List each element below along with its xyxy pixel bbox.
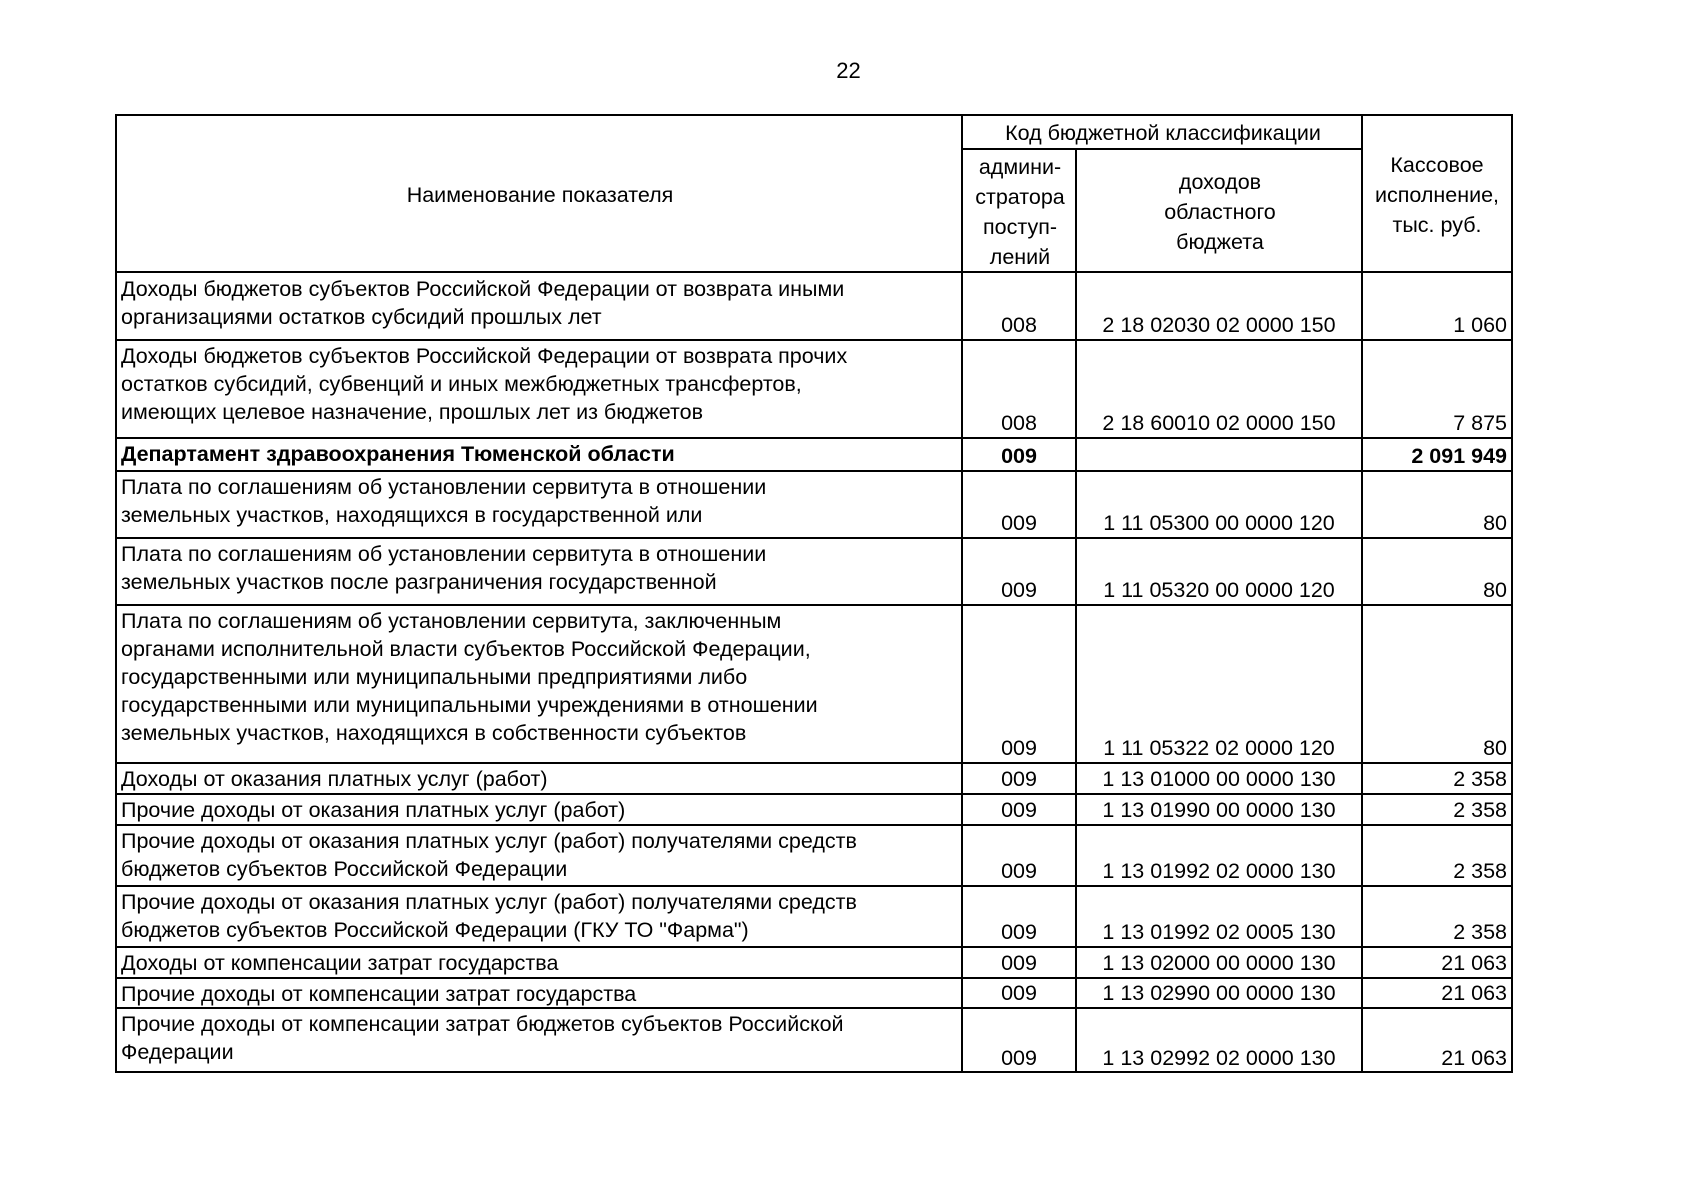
row-revenue-code: 2 18 60010 02 0000 150 — [1102, 411, 1336, 435]
row-name-line: государственными или муниципальными учреждениями в отношении — [121, 693, 818, 717]
header-execution — [1363, 116, 1511, 273]
page-number: 22 — [836, 58, 861, 83]
row-name — [117, 794, 961, 825]
row-execution-value: 21 063 — [1441, 981, 1507, 1005]
row-execution-value: 2 358 — [1453, 920, 1507, 944]
row-revenue-code: 1 13 01000 00 0000 130 — [1102, 767, 1336, 791]
header-revenue-line: областного — [1164, 199, 1276, 224]
row-name-line: Доходы бюджетов субъектов Российской Федерации от возврата прочих — [121, 344, 848, 368]
row-name-line: государственными или муниципальными предприятиями либо — [121, 665, 748, 689]
header-revenue-line: доходов — [1178, 169, 1262, 194]
budget-revenue-table — [115, 114, 1513, 1073]
header-name: Наименование показателя — [406, 182, 674, 207]
row-name-line: Прочие доходы от оказания платных услуг (работ) получателями средств — [121, 890, 857, 914]
row-name — [117, 1008, 961, 1073]
header-code-group: Код бюджетной классификации — [1005, 121, 1321, 145]
row-admin-code: 009 — [1001, 859, 1037, 883]
row-revenue-code: 2 18 02030 02 0000 150 — [1102, 313, 1336, 337]
row-name-line: Прочие доходы от компенсации затрат бюджетов субъектов Российской — [121, 1012, 844, 1036]
row-revenue-code: 1 13 01992 02 0005 130 — [1102, 920, 1336, 944]
row-name — [117, 886, 961, 947]
row-name-line: Плата по соглашениям об установлении сервитута в отношении — [121, 475, 767, 499]
row-name — [117, 763, 961, 794]
row-name-line: Прочие доходы от оказания платных услуг (работ) — [121, 798, 626, 822]
row-admin-code: 009 — [1001, 736, 1037, 760]
row-name — [117, 340, 961, 438]
row-execution-value: 1 060 — [1453, 313, 1507, 337]
row-name-line: органами исполнительной власти субъектов Российской Федерации, — [121, 637, 811, 661]
row-name-line: земельных участков, находящихся в государственной или — [121, 503, 703, 527]
column-divider — [961, 116, 963, 1071]
row-name-line: остатков субсидий, субвенций и иных межбюджетных трансфертов, — [121, 372, 802, 396]
row-execution-value: 80 — [1483, 511, 1507, 535]
row-admin-code: 009 — [1001, 444, 1037, 468]
row-name — [117, 438, 961, 471]
row-name — [117, 947, 961, 978]
row-name-line: Плата по соглашениям об установлении сервитута в отношении — [121, 542, 767, 566]
row-name-line: организациями остатков субсидий прошлых лет — [121, 305, 602, 329]
row-execution-value: 2 091 949 — [1411, 444, 1507, 468]
row-name-line: Департамент здравоохранения Тюменской области — [121, 442, 675, 466]
row-name — [117, 825, 961, 886]
header-admin-line: лений — [989, 244, 1051, 269]
header-revenue-line: бюджета — [1176, 229, 1264, 254]
header-execution-line: тыс. руб. — [1392, 212, 1482, 237]
row-admin-code: 009 — [1001, 981, 1037, 1005]
row-name-line: Доходы от оказания платных услуг (работ) — [121, 767, 548, 791]
row-revenue-code: 1 11 05322 02 0000 120 — [1103, 736, 1335, 760]
header-admin — [963, 150, 1077, 273]
header-execution-line: исполнение, — [1374, 182, 1500, 207]
row-revenue-code: 1 11 05320 00 0000 120 — [1103, 578, 1335, 602]
row-execution-value: 21 063 — [1441, 1046, 1507, 1070]
row-name-line: земельных участков после разграничения государственной — [121, 570, 717, 594]
row-admin-code: 009 — [1001, 920, 1037, 944]
header-admin-line: стратора — [975, 184, 1065, 209]
row-execution-value: 2 358 — [1453, 767, 1507, 791]
row-execution-value: 21 063 — [1441, 951, 1507, 975]
header-group-divider — [963, 148, 1363, 150]
row-name-line: Федерации — [121, 1040, 234, 1064]
column-divider — [1075, 150, 1077, 1071]
row-admin-code: 008 — [1001, 313, 1037, 337]
row-name — [117, 978, 961, 1008]
header-admin-line: админи- — [978, 154, 1062, 179]
row-admin-code: 009 — [1001, 578, 1037, 602]
row-execution-value: 2 358 — [1453, 798, 1507, 822]
row-revenue-code — [1077, 438, 1361, 471]
row-admin-code: 009 — [1001, 1046, 1037, 1070]
row-execution-value: 7 875 — [1453, 411, 1507, 435]
row-admin-code: 009 — [1001, 951, 1037, 975]
row-revenue-code: 1 11 05300 00 0000 120 — [1103, 511, 1335, 535]
row-name — [117, 273, 961, 340]
row-revenue-code: 1 13 02990 00 0000 130 — [1102, 981, 1336, 1005]
header-admin-line: поступ- — [983, 214, 1057, 239]
row-admin-code: 008 — [1001, 411, 1037, 435]
row-name-line: Доходы от компенсации затрат государства — [121, 951, 559, 975]
row-name — [117, 605, 961, 763]
row-revenue-code: 1 13 02992 02 0000 130 — [1102, 1046, 1336, 1070]
row-revenue-code: 1 13 01992 02 0000 130 — [1102, 859, 1336, 883]
row-name-line: бюджетов субъектов Российской Федерации — [121, 857, 568, 881]
row-name — [117, 538, 961, 605]
header-revenue — [1077, 150, 1363, 273]
column-divider — [1361, 116, 1363, 1071]
row-name-line: Доходы бюджетов субъектов Российской Федерации от возврата иными — [121, 277, 845, 301]
row-admin-code: 009 — [1001, 767, 1037, 791]
row-execution-value: 80 — [1483, 578, 1507, 602]
row-name-line: земельных участков, находящихся в собственности субъектов — [121, 721, 747, 745]
row-name-line: бюджетов субъектов Российской Федерации (ГКУ ТО "Фарма") — [121, 918, 749, 942]
row-name-line: Прочие доходы от оказания платных услуг (работ) получателями средств — [121, 829, 857, 853]
row-revenue-code: 1 13 01990 00 0000 130 — [1102, 798, 1336, 822]
row-name-line: имеющих целевое назначение, прошлых лет из бюджетов — [121, 400, 704, 424]
row-name — [117, 471, 961, 538]
row-revenue-code: 1 13 02000 00 0000 130 — [1102, 951, 1336, 975]
header-execution-line: Кассовое — [1390, 152, 1484, 177]
row-execution-value: 80 — [1483, 736, 1507, 760]
row-name-line: Плата по соглашениям об установлении сервитута, заключенным — [121, 609, 782, 633]
row-execution-value: 2 358 — [1453, 859, 1507, 883]
row-admin-code: 009 — [1001, 798, 1037, 822]
row-admin-code: 009 — [1001, 511, 1037, 535]
row-name-line: Прочие доходы от компенсации затрат государства — [121, 982, 637, 1006]
